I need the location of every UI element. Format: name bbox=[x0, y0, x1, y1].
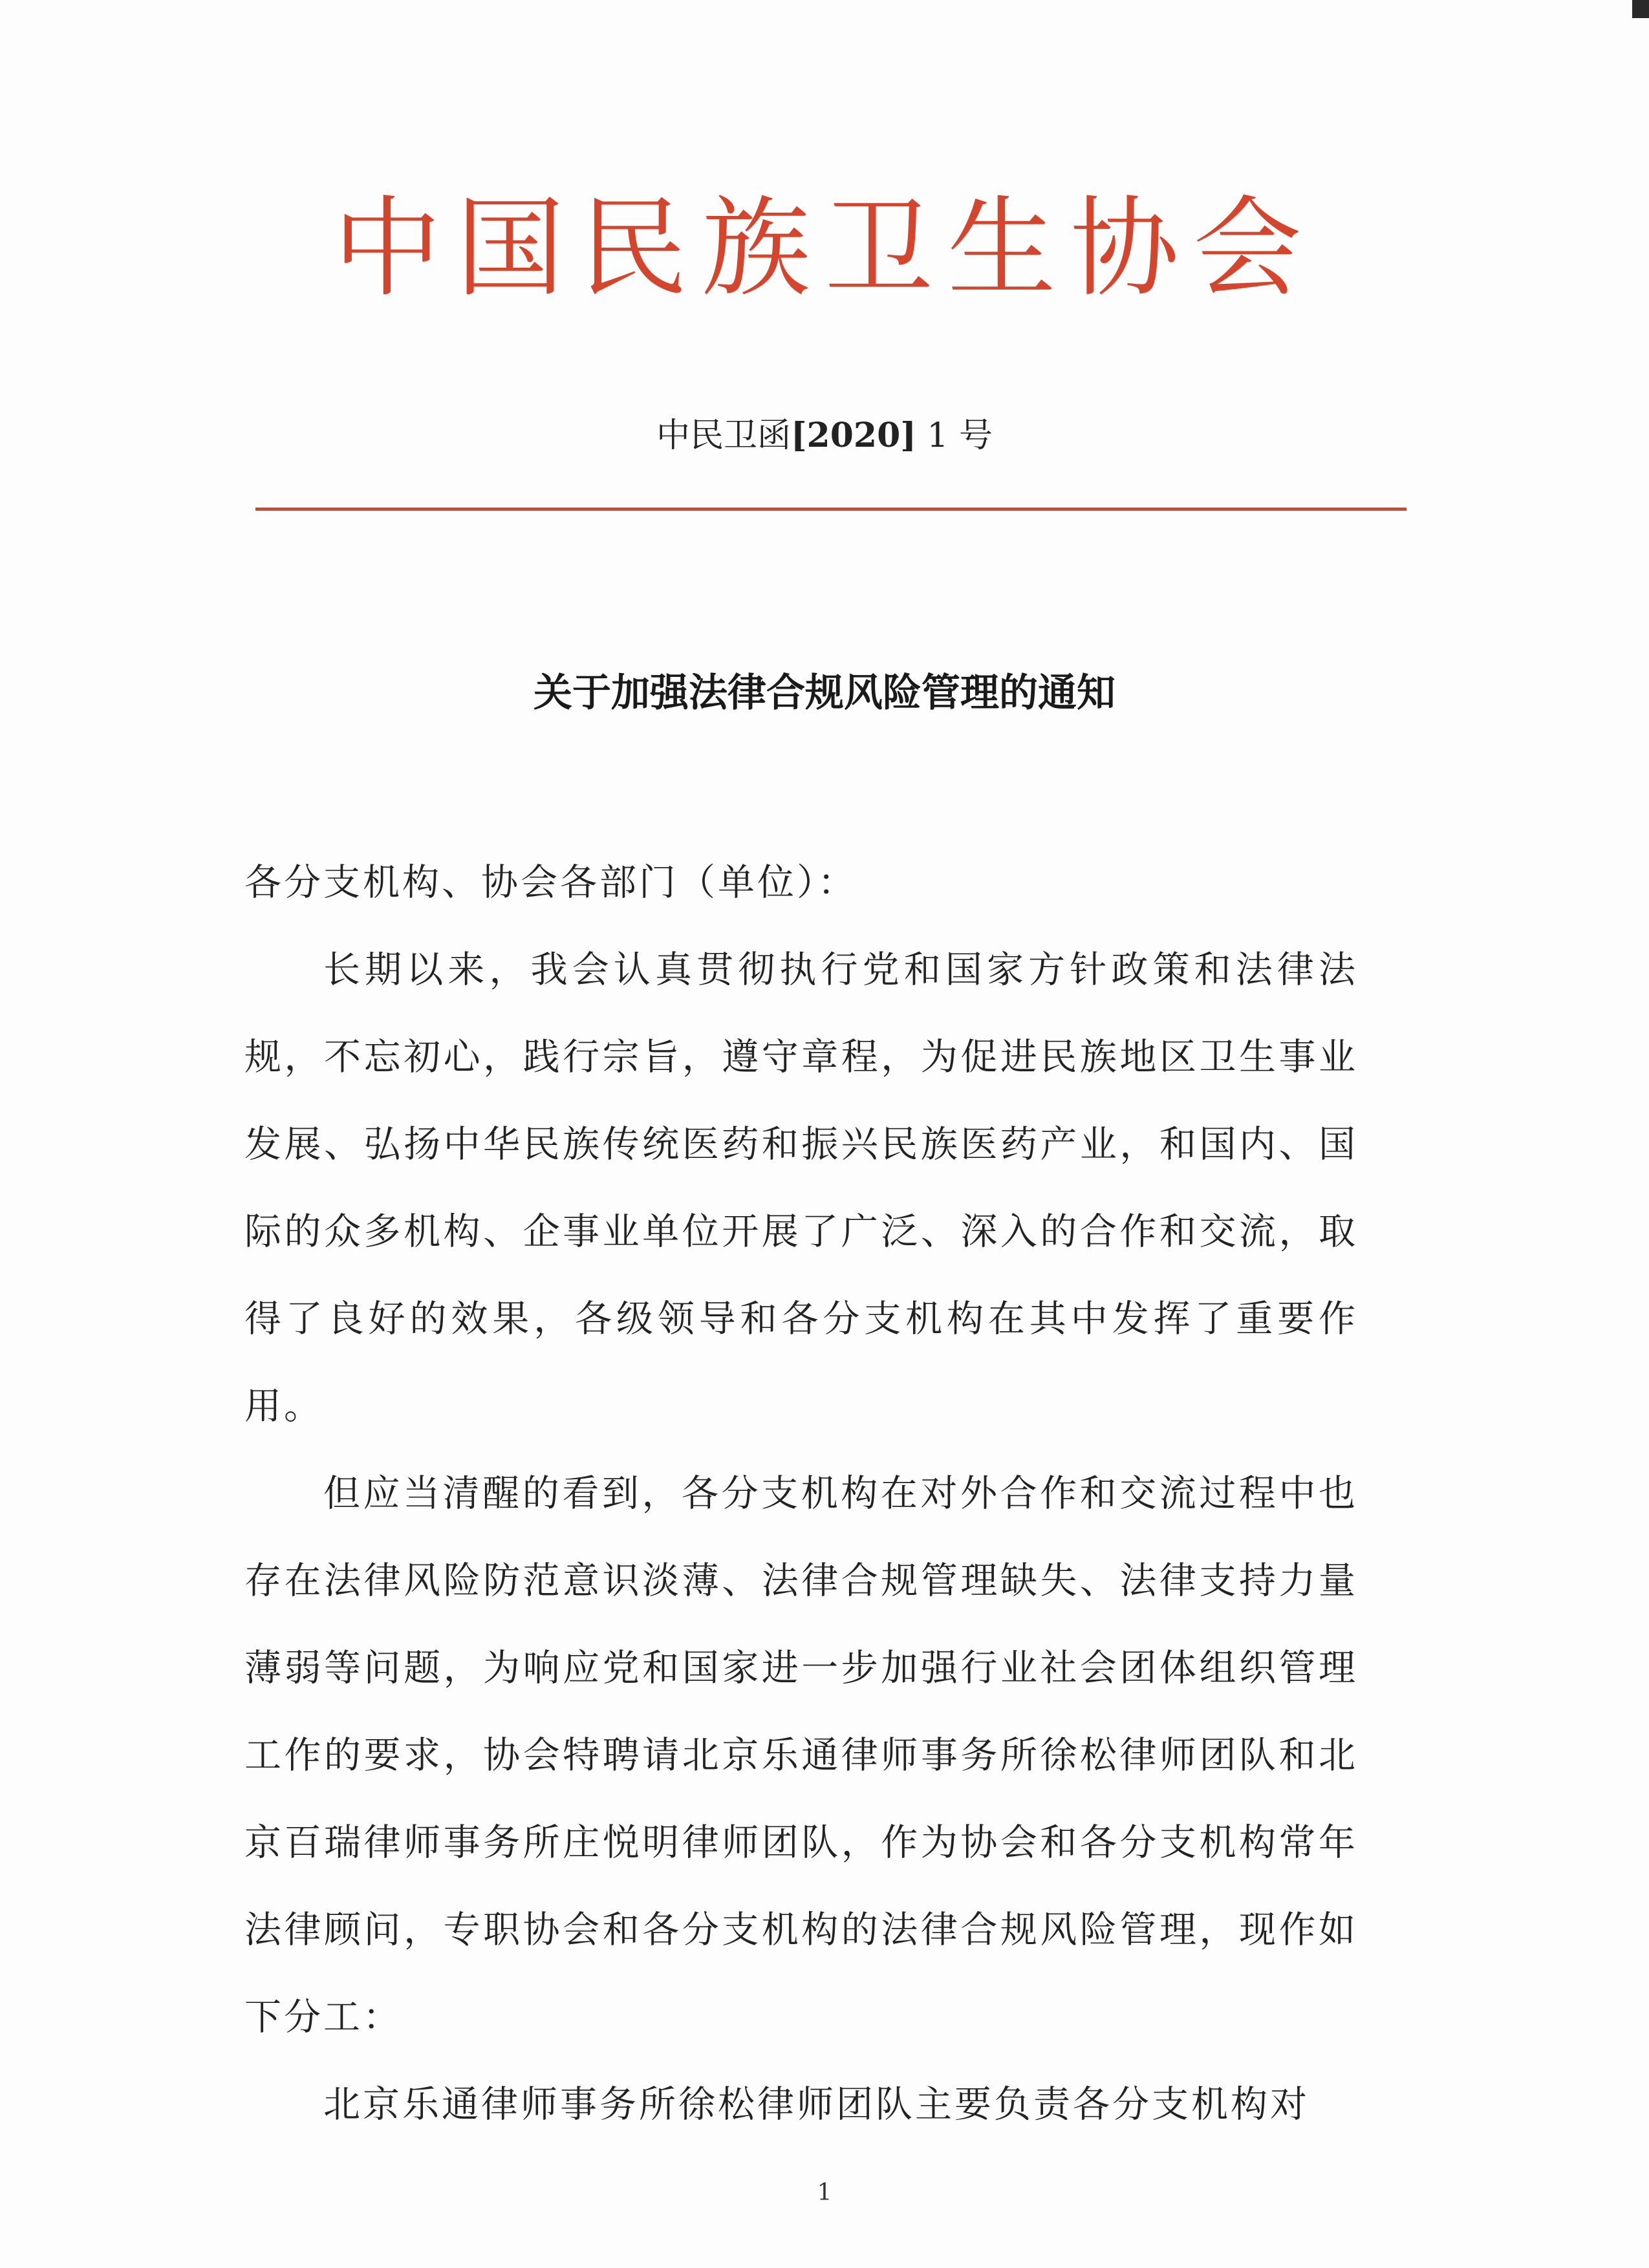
page-number: 1 bbox=[817, 2179, 832, 2206]
salutation: 各分支机构、协会各部门（单位）： bbox=[244, 861, 857, 904]
scan-edge-mark bbox=[1632, 0, 1649, 18]
red-header-rule bbox=[255, 508, 1406, 511]
notice-body bbox=[244, 839, 1358, 2148]
organization-masthead: 中国民族卫生协会 bbox=[333, 185, 1316, 312]
doc-number-year: [2020] bbox=[790, 416, 916, 455]
doc-number-prefix: 中民卫函 bbox=[656, 416, 791, 455]
notice-title: 关于加强法律合规风险管理的通知 bbox=[534, 670, 1116, 716]
paragraph-2: 但应当清醒的看到，各分支机构在对外合作和交流过程中也存在法律风险防范意识淡薄、法律合规管理缺失、法律支持力量薄弱等问题，为响应党和国家进一步加强行业社会团体组织管理工作的要求，协会特聘请北京乐通律师事务所徐松律师团队和北京百瑞律师事务所庄悦明律师团队，作为协会和各分支机构常年法律顾问，专职协会和各分支机构的法律合规风险管理，现作如下分工： bbox=[244, 1472, 1358, 2038]
paragraph-1: 长期以来，我会认真贯彻执行党和国家方针政策和法律法规，不忘初心，践行宗旨，遵守章程，为促进民族地区卫生事业发展、弘扬中华民族传统医药和振兴民族医药产业，和国内、国际的众多机构、企事业单位开展了广泛、深入的合作和交流，取得了良好的效果，各级领导和各分支机构在其中发挥了重要作用。 bbox=[244, 948, 1358, 1428]
document-number bbox=[0, 416, 1649, 455]
doc-number-suffix: 1 号 bbox=[916, 416, 993, 455]
paragraph-3: 北京乐通律师事务所徐松律师团队主要负责各分支机构对 bbox=[323, 2083, 1310, 2126]
